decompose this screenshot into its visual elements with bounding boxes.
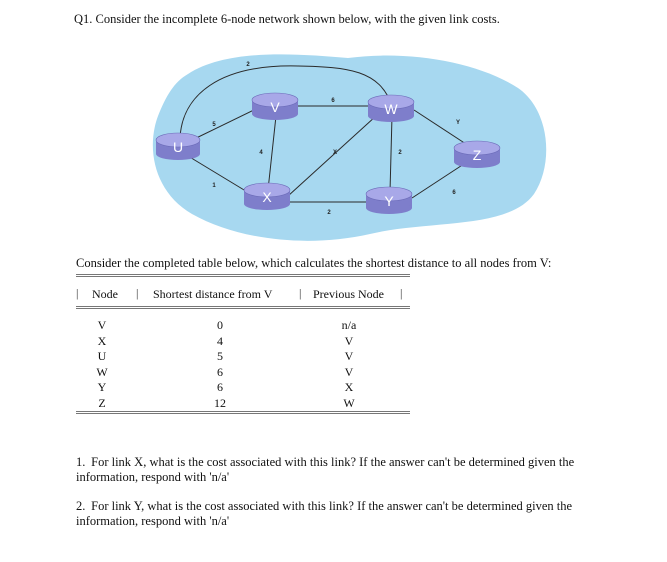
router-z	[454, 141, 500, 168]
cost-x-y: 2	[327, 210, 331, 216]
column-node	[90, 318, 114, 411]
table-cell: 0	[217, 318, 223, 332]
table-cell: V	[344, 364, 354, 379]
table-rule-bottom	[76, 411, 410, 414]
question-title: Q1. Consider the incomplete 6-node network shown below, with the given link costs.	[74, 12, 500, 26]
question-number: 1.	[76, 455, 86, 469]
cost-w-y: 2	[398, 150, 402, 156]
cost-v-x: 4	[259, 150, 263, 156]
node-label-y: Y	[384, 193, 394, 209]
router-u	[156, 133, 200, 160]
cost-u-x: 1	[212, 183, 216, 189]
header-node: Node	[92, 287, 118, 301]
node-label-v: V	[270, 99, 280, 115]
router-x	[244, 183, 290, 210]
network-diagram	[148, 44, 552, 244]
table-cell: V	[97, 318, 107, 332]
column-previous	[334, 318, 364, 411]
question-item-1	[76, 455, 596, 485]
cost-w-z: Y	[455, 120, 461, 126]
table-cell: 6	[217, 380, 223, 394]
table-cell: 4	[217, 333, 223, 348]
router-w	[368, 95, 414, 122]
table-cell: n/a	[341, 318, 357, 332]
cost-u-w-arc: 2	[246, 62, 250, 68]
table-cell: V	[344, 349, 354, 363]
question-list	[76, 455, 596, 543]
table-cell: 6	[217, 364, 223, 379]
table-rule-mid	[76, 306, 410, 309]
question-number: 2.	[76, 499, 86, 513]
cost-v-w: 6	[331, 98, 335, 104]
node-label-z: Z	[472, 147, 482, 163]
table-intro: Consider the completed table below, which calculates the shortest distance to all nodes from V:	[76, 256, 552, 270]
table-cell: 5	[217, 349, 223, 363]
node-label-u: U	[172, 139, 184, 155]
table-cell: Z	[98, 395, 106, 410]
table-cell: X	[344, 380, 354, 394]
question-item-2	[76, 499, 596, 529]
table-rule-top	[76, 274, 410, 277]
table-cell: U	[97, 349, 107, 363]
cost-y-z: 6	[452, 190, 456, 196]
cost-x-w: X	[332, 150, 338, 156]
table-cell: 12	[214, 395, 226, 410]
table-cell: W	[96, 364, 108, 379]
table-cell: Y	[97, 380, 107, 394]
header-previous: Previous Node	[313, 287, 384, 301]
router-y	[366, 187, 412, 214]
header-pipe-1: |	[76, 286, 79, 300]
question-text: For link X, what is the cost associated with this link? If the answer can't be determined given the information, respond with 'n/a'	[76, 455, 575, 484]
node-label-x: X	[262, 189, 272, 205]
node-label-w: W	[384, 101, 398, 117]
table-cell: V	[344, 333, 354, 348]
question-text: For link Y, what is the cost associated with this link? If the answer can't be determined given the information, respond with 'n/a'	[76, 499, 573, 528]
router-v	[252, 93, 298, 120]
cost-u-v: 5	[212, 122, 216, 128]
table-cell: X	[97, 333, 107, 348]
table-cell: W	[343, 395, 355, 410]
header-pipe-3: |	[299, 286, 302, 300]
header-pipe-4: |	[400, 286, 403, 300]
header-distance: Shortest distance from V	[153, 287, 273, 301]
header-pipe-2: |	[136, 286, 139, 300]
column-distance	[205, 318, 235, 411]
